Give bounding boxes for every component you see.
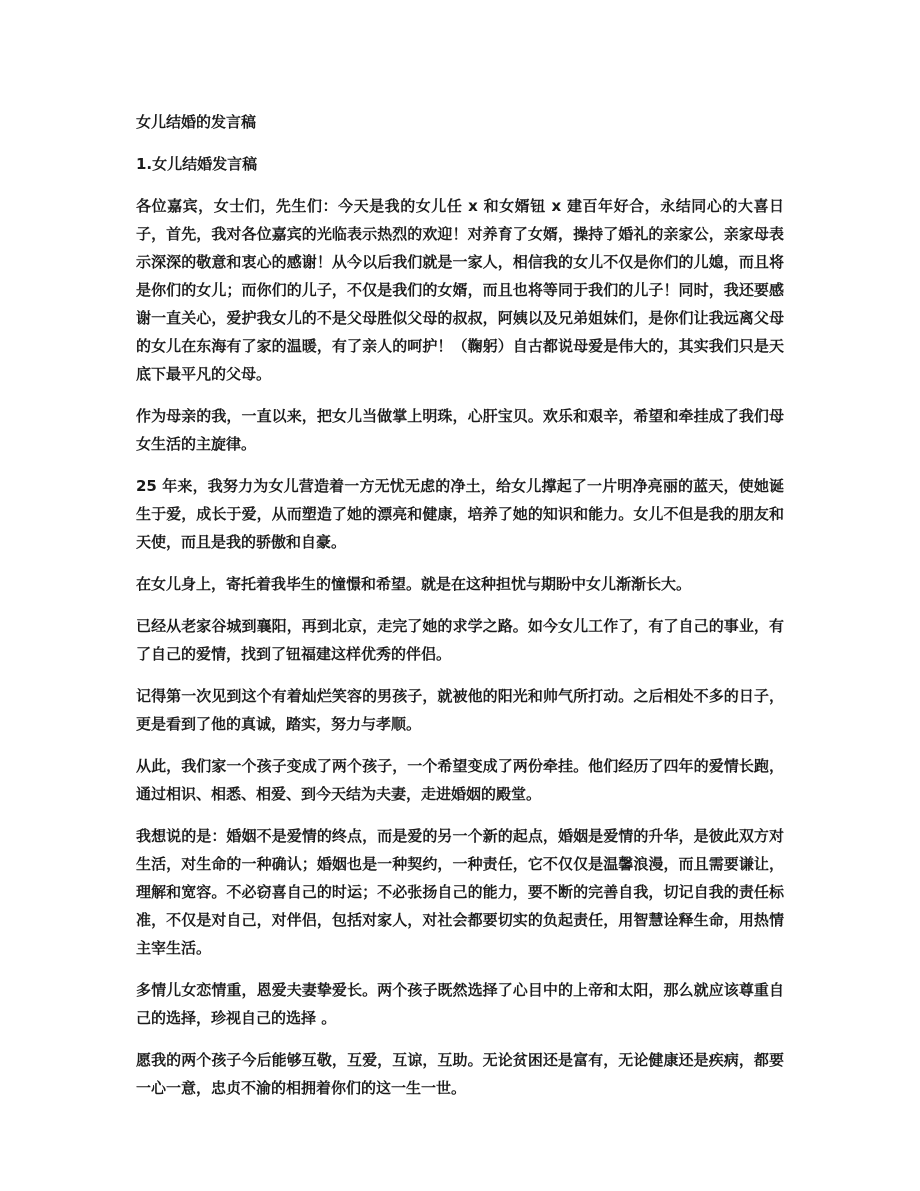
paragraph-welcome: 各位嘉宾，女士们，先生们：今天是我的女儿任 x 和女婿钮 x 建百年好合，永结同心的大喜日子，首先，我对各位嘉宾的光临表示热烈的欢迎！对养育了女婿，操持了婚礼的亲家公，亲家母表示深深的敬意和衷心的感谢！从今以后我们就是一家人，相信我的女儿不仅是你们的儿媳，而且将是你们的女儿；而你们的儿子，不仅是我们的女婿，而且也将等同于我们的儿子！同时，我还要感谢一直关心，爱护我女儿的不是父母胜似父母的叔叔，阿姨以及兄弟姐妹们，是你们让我远离父母的女儿在东海有了家的温暖，有了亲人的呵护！（鞠躬）自古都说母爱是伟大的，其实我们只是天底下最平凡的父母。 [136, 197, 784, 383]
document-page [136, 108, 784, 1116]
paragraph-wishes: 愿我的两个孩子今后能够互敬，互爱，互谅，互助。无论贫困还是富有，无论健康还是疾病，都要一心一意，忠贞不渝的相拥着你们的这一生一世。 [136, 1051, 784, 1097]
paragraph-marriage-meaning: 我想说的是：婚姻不是爱情的终点，而是爱的另一个新的起点，婚姻是爱情的升华，是彼此双方对生活，对生命的一种确认；婚姻也是一种契约，一种责任，它不仅仅是温馨浪漫，而且需要谦让，理解和宽容。不必窃喜自己的时运；不必张扬自己的能力，要不断的完善自我，切记自我的责任标准，不仅是对自己，对伴侣，包括对家人，对社会都要切实的负起责任，用智慧诠释生命，用热情主宰生活。 [136, 827, 784, 957]
paragraph-first-meeting: 记得第一次见到这个有着灿烂笑容的男孩子，就被他的阳光和帅气所打动。之后相处不多的日子，更是看到了他的真诚，踏实，努力与孝顺。 [136, 687, 784, 733]
paragraph-mother: 作为母亲的我，一直以来，把女儿当做掌上明珠，心肝宝贝。欢乐和艰辛，希望和牵挂成了我们母女生活的主旋律。 [136, 407, 784, 453]
paragraph-two-children: 从此，我们家一个孩子变成了两个孩子，一个希望变成了两份牵挂。他们经历了四年的爱情长跑，通过相识、相悉、相爱、到今天结为夫妻，走进婚姻的殿堂。 [136, 757, 784, 803]
section-heading: 1.女儿结婚发言稿 [136, 155, 258, 173]
paragraph-hope: 在女儿身上，寄托着我毕生的憧憬和希望。就是在这种担忧与期盼中女儿渐渐长大。 [136, 575, 692, 593]
paragraph-25-years: 25 年来，我努力为女儿营造着一方无忧无虑的净土，给女儿撑起了一片明净亮丽的蓝天，使她诞生于爱，成长于爱，从而塑造了她的漂亮和健康，培养了她的知识和能力。女儿不但是我的朋友和天使，而且是我的骄傲和自豪。 [136, 477, 784, 551]
paragraph-choice: 多情儿女恋情重，恩爱夫妻挚爱长。两个孩子既然选择了心目中的上帝和太阳，那么就应该尊重自己的选择，珍视自己的选择 。 [136, 981, 784, 1027]
document-title: 女儿结婚的发言稿 [136, 113, 257, 131]
paragraph-career: 已经从老家谷城到襄阳，再到北京，走完了她的求学之路。如今女儿工作了，有了自己的事业，有了自己的爱情，找到了钮福建这样优秀的伴侣。 [136, 617, 784, 663]
